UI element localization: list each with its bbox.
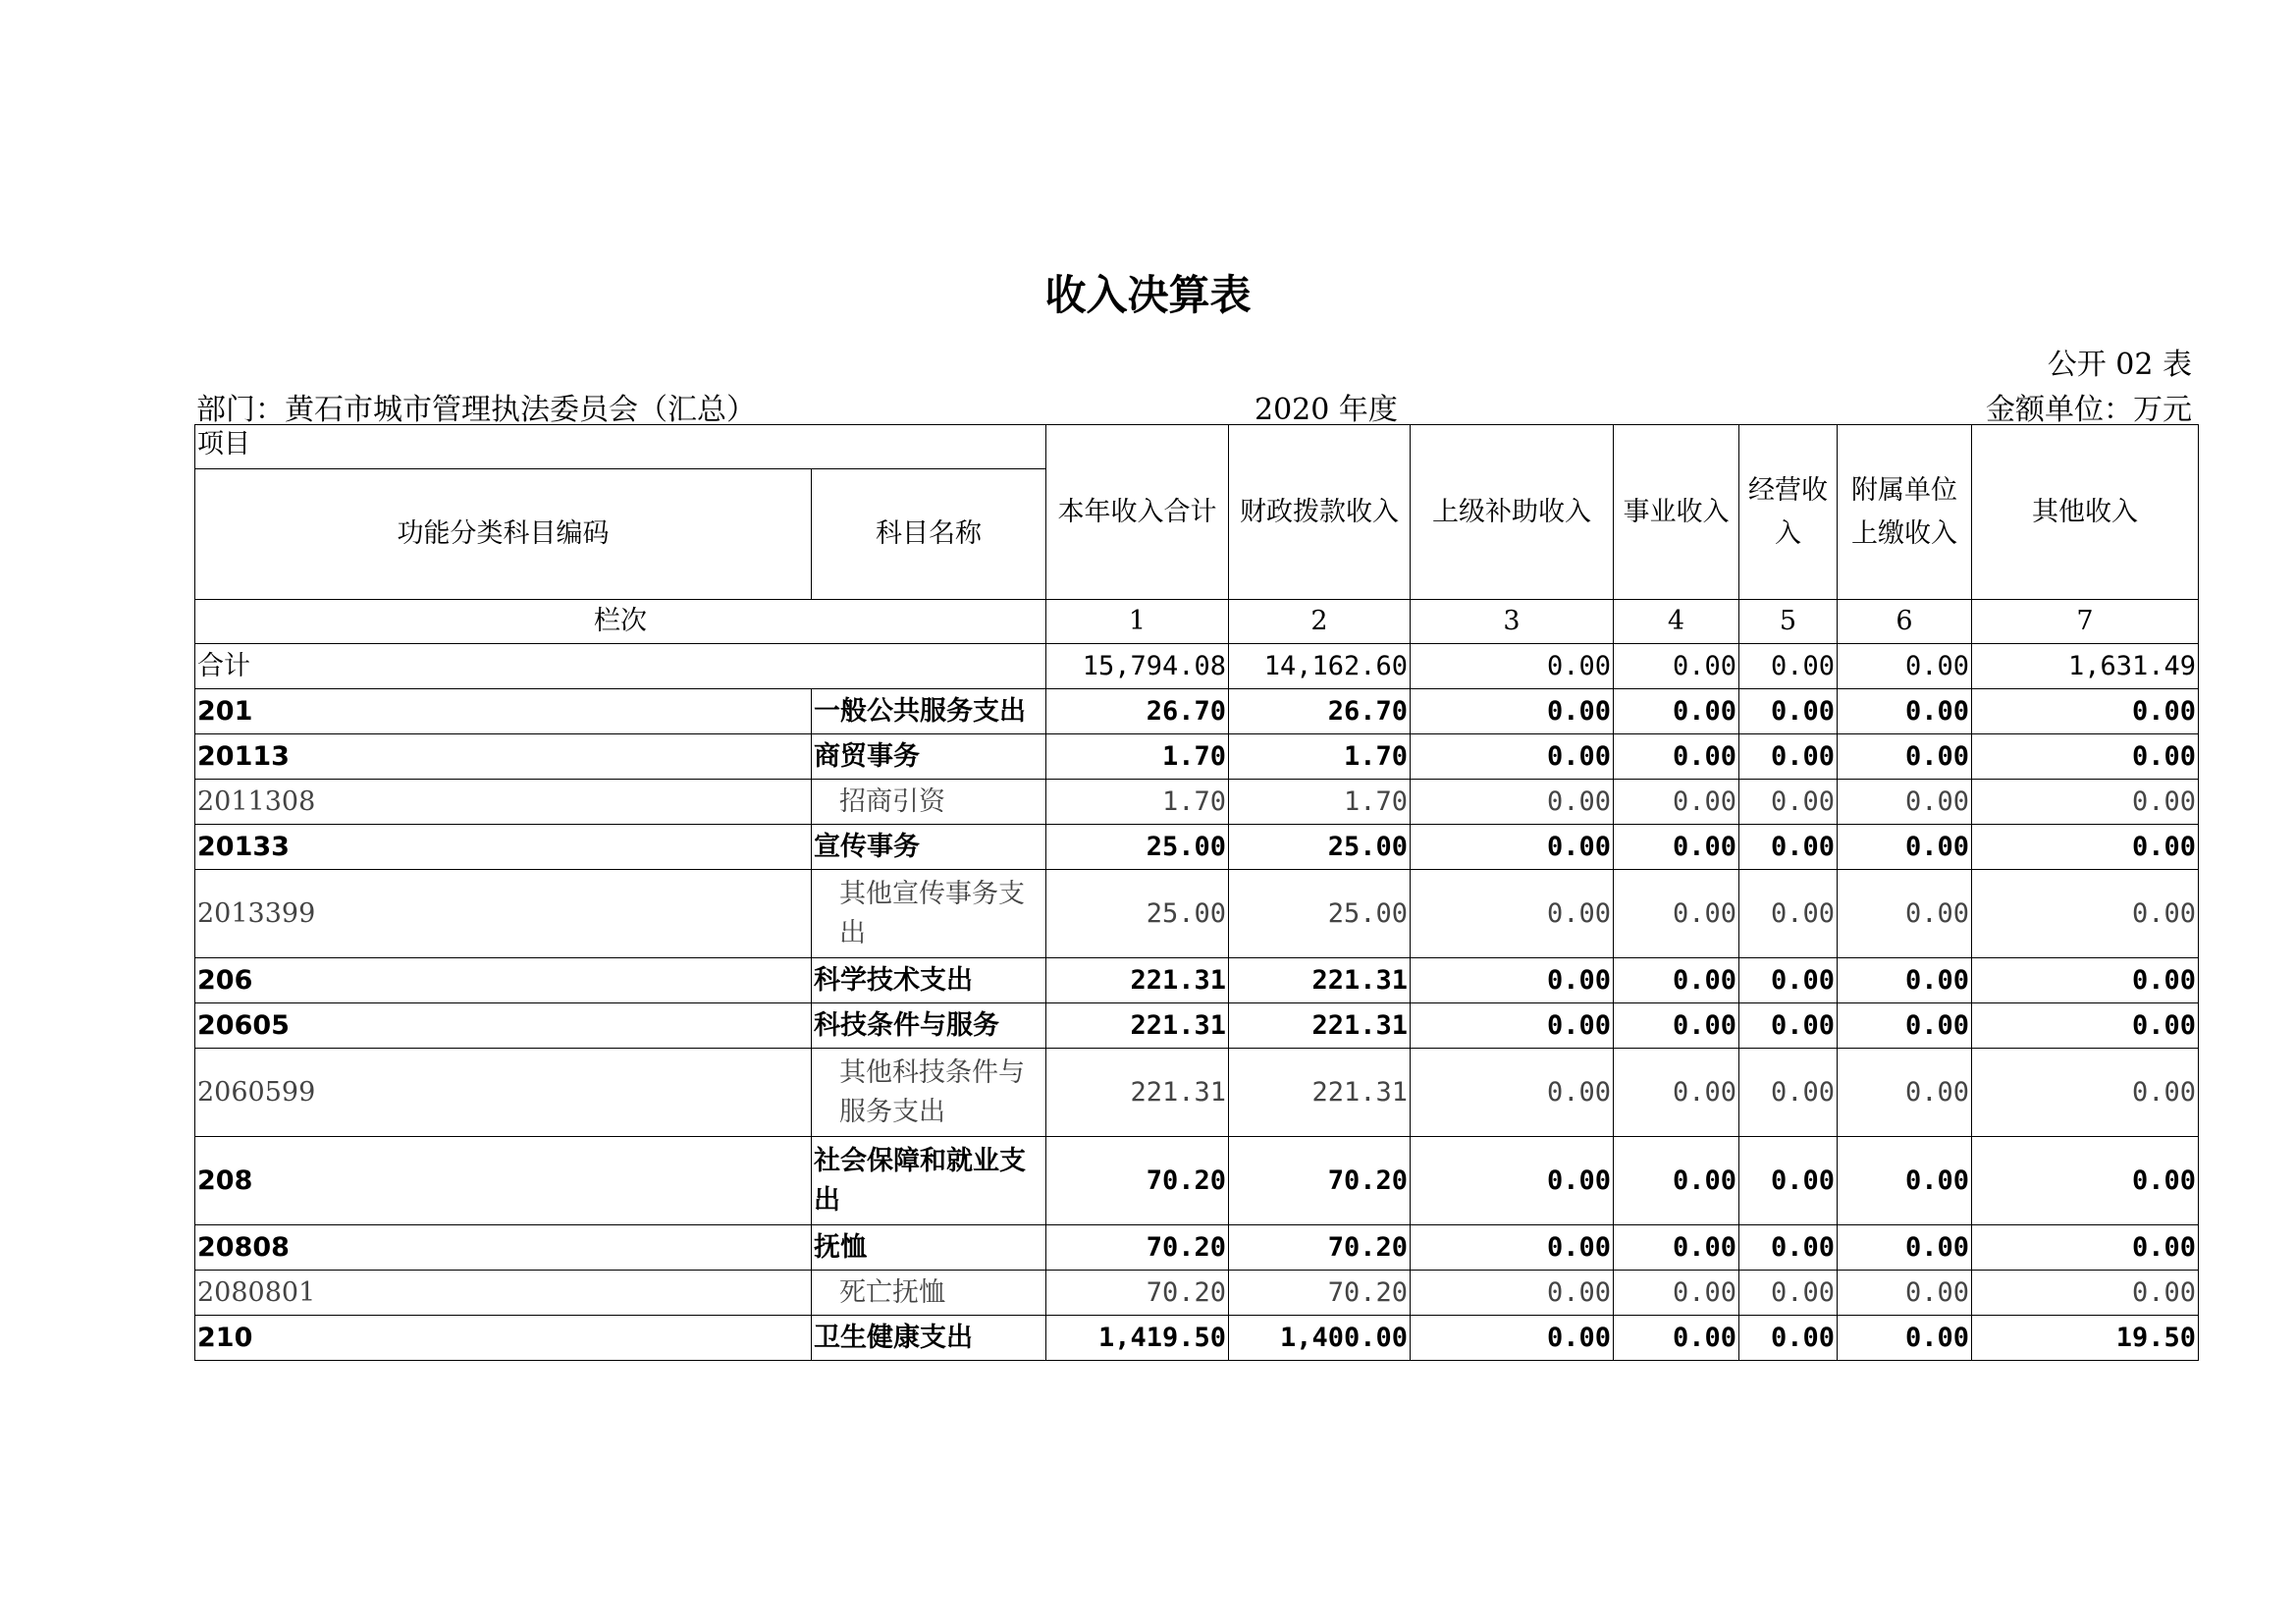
row-v7: 0.00 [1972,870,2199,958]
row-code: 20605 [195,1003,812,1049]
row-v1: 221.31 [1046,1003,1229,1049]
row-v3: 0.00 [1411,780,1614,825]
row-name: 死亡抚恤 [812,1271,1046,1316]
header-name: 科目名称 [812,469,1046,600]
row-v2: 25.00 [1229,870,1411,958]
row-v5: 0.00 [1739,1271,1838,1316]
total-row [195,644,2199,689]
total-v7: 1,631.49 [1972,644,2199,689]
row-v2: 1,400.00 [1229,1316,1411,1361]
row-v6: 0.00 [1838,1225,1972,1271]
row-name: 其他宣传事务支出 [812,870,1046,958]
header-col2: 财政拨款收入 [1229,425,1411,600]
row-v3: 0.00 [1411,870,1614,958]
row-v2: 1.70 [1229,734,1411,780]
row-v7: 19.50 [1972,1316,2199,1361]
row-v1: 26.70 [1046,689,1229,734]
row-v3: 0.00 [1411,1137,1614,1225]
table-row [195,1003,2199,1049]
table-row [195,1271,2199,1316]
row-v5: 0.00 [1739,825,1838,870]
table-row [195,1137,2199,1225]
department-label: 部门：黄石市城市管理执法委员会（汇总） [196,393,756,427]
row-v5: 0.00 [1739,1225,1838,1271]
row-name: 宣传事务 [812,825,1046,870]
table-row [195,780,2199,825]
row-v3: 0.00 [1411,958,1614,1003]
total-label: 合计 [195,644,1046,689]
row-v3: 0.00 [1411,825,1614,870]
row-v2: 70.20 [1229,1137,1411,1225]
header-n4: 4 [1614,600,1739,644]
row-name: 卫生健康支出 [812,1316,1046,1361]
row-code: 20808 [195,1225,812,1271]
row-v1: 70.20 [1046,1225,1229,1271]
row-code: 210 [195,1316,812,1361]
row-v5: 0.00 [1739,1049,1838,1137]
row-v4: 0.00 [1614,689,1739,734]
table-row [195,825,2199,870]
year-label: 2020 年度 [1255,393,1398,427]
row-v5: 0.00 [1739,734,1838,780]
form-number: 公开 02 表 [2047,348,2192,382]
header-col5: 经营收入 [1739,425,1838,600]
row-code: 206 [195,958,812,1003]
row-v4: 0.00 [1614,870,1739,958]
total-v2: 14,162.60 [1229,644,1411,689]
row-name: 抚恤 [812,1225,1046,1271]
header-n3: 3 [1411,600,1614,644]
row-v1: 25.00 [1046,870,1229,958]
income-table [194,424,2199,1361]
row-v2: 221.31 [1229,1003,1411,1049]
row-v5: 0.00 [1739,1003,1838,1049]
row-v4: 0.00 [1614,825,1739,870]
row-code: 208 [195,1137,812,1225]
row-v6: 0.00 [1838,1316,1972,1361]
table-row [195,1316,2199,1361]
row-v1: 221.31 [1046,958,1229,1003]
row-code: 2013399 [195,870,812,958]
total-v1: 15,794.08 [1046,644,1229,689]
row-v4: 0.00 [1614,1225,1739,1271]
table-row [195,870,2199,958]
row-v6: 0.00 [1838,825,1972,870]
table-row [195,1225,2199,1271]
row-v3: 0.00 [1411,689,1614,734]
row-v4: 0.00 [1614,734,1739,780]
total-v4: 0.00 [1614,644,1739,689]
header-col7: 其他收入 [1972,425,2199,600]
row-v4: 0.00 [1614,1271,1739,1316]
row-v6: 0.00 [1838,1049,1972,1137]
row-v1: 70.20 [1046,1271,1229,1316]
row-v2: 221.31 [1229,958,1411,1003]
row-v6: 0.00 [1838,734,1972,780]
row-v7: 0.00 [1972,825,2199,870]
table-row [195,958,2199,1003]
row-v4: 0.00 [1614,1003,1739,1049]
total-v5: 0.00 [1739,644,1838,689]
row-v7: 0.00 [1972,958,2199,1003]
row-v7: 0.00 [1972,1271,2199,1316]
row-v2: 25.00 [1229,825,1411,870]
row-code: 20133 [195,825,812,870]
row-name: 招商引资 [812,780,1046,825]
header-col3: 上级补助收入 [1411,425,1614,600]
header-item: 项目 [195,425,1046,469]
row-name: 社会保障和就业支出 [812,1137,1046,1225]
unit-label: 金额单位：万元 [1986,393,2192,427]
header-n5: 5 [1739,600,1838,644]
row-v7: 0.00 [1972,1137,2199,1225]
total-v6: 0.00 [1838,644,1972,689]
row-v1: 1.70 [1046,780,1229,825]
row-v2: 70.20 [1229,1271,1411,1316]
total-v3: 0.00 [1411,644,1614,689]
row-v6: 0.00 [1838,780,1972,825]
header-col6: 附属单位上缴收入 [1838,425,1972,600]
row-v1: 70.20 [1046,1137,1229,1225]
row-name: 科学技术支出 [812,958,1046,1003]
header-col4: 事业收入 [1614,425,1739,600]
row-v3: 0.00 [1411,734,1614,780]
table-row [195,689,2199,734]
row-v7: 0.00 [1972,1049,2199,1137]
row-v5: 0.00 [1739,780,1838,825]
row-v2: 1.70 [1229,780,1411,825]
header-lanci: 栏次 [195,600,1046,644]
header-col1: 本年收入合计 [1046,425,1229,600]
row-name: 一般公共服务支出 [812,689,1046,734]
row-v2: 26.70 [1229,689,1411,734]
row-v6: 0.00 [1838,1271,1972,1316]
row-v5: 0.00 [1739,958,1838,1003]
row-v6: 0.00 [1838,1003,1972,1049]
row-v3: 0.00 [1411,1003,1614,1049]
row-code: 2011308 [195,780,812,825]
row-v1: 221.31 [1046,1049,1229,1137]
row-v7: 0.00 [1972,1225,2199,1271]
row-v2: 70.20 [1229,1225,1411,1271]
row-v7: 0.00 [1972,1003,2199,1049]
row-v7: 0.00 [1972,780,2199,825]
row-v6: 0.00 [1838,689,1972,734]
row-name: 其他科技条件与服务支出 [812,1049,1046,1137]
row-v2: 221.31 [1229,1049,1411,1137]
row-v5: 0.00 [1739,689,1838,734]
header-n7: 7 [1972,600,2199,644]
row-name: 科技条件与服务 [812,1003,1046,1049]
row-v4: 0.00 [1614,780,1739,825]
header-n2: 2 [1229,600,1411,644]
row-v3: 0.00 [1411,1049,1614,1137]
table-row [195,1049,2199,1137]
row-v7: 0.00 [1972,689,2199,734]
row-v3: 0.00 [1411,1316,1614,1361]
row-code: 201 [195,689,812,734]
row-v1: 1,419.50 [1046,1316,1229,1361]
table-row [195,734,2199,780]
page-title: 收入决算表 [1044,271,1252,319]
row-v5: 0.00 [1739,870,1838,958]
row-v5: 0.00 [1739,1137,1838,1225]
header-n1: 1 [1046,600,1229,644]
row-v6: 0.00 [1838,870,1972,958]
row-v3: 0.00 [1411,1225,1614,1271]
row-code: 2080801 [195,1271,812,1316]
row-v1: 1.70 [1046,734,1229,780]
row-v4: 0.00 [1614,1137,1739,1225]
row-v4: 0.00 [1614,958,1739,1003]
row-v1: 25.00 [1046,825,1229,870]
row-v3: 0.00 [1411,1271,1614,1316]
row-v5: 0.00 [1739,1316,1838,1361]
row-code: 2060599 [195,1049,812,1137]
row-v6: 0.00 [1838,1137,1972,1225]
row-v6: 0.00 [1838,958,1972,1003]
row-code: 20113 [195,734,812,780]
row-name: 商贸事务 [812,734,1046,780]
row-v4: 0.00 [1614,1316,1739,1361]
row-v7: 0.00 [1972,734,2199,780]
header-code: 功能分类科目编码 [195,469,812,600]
header-n6: 6 [1838,600,1972,644]
row-v4: 0.00 [1614,1049,1739,1137]
